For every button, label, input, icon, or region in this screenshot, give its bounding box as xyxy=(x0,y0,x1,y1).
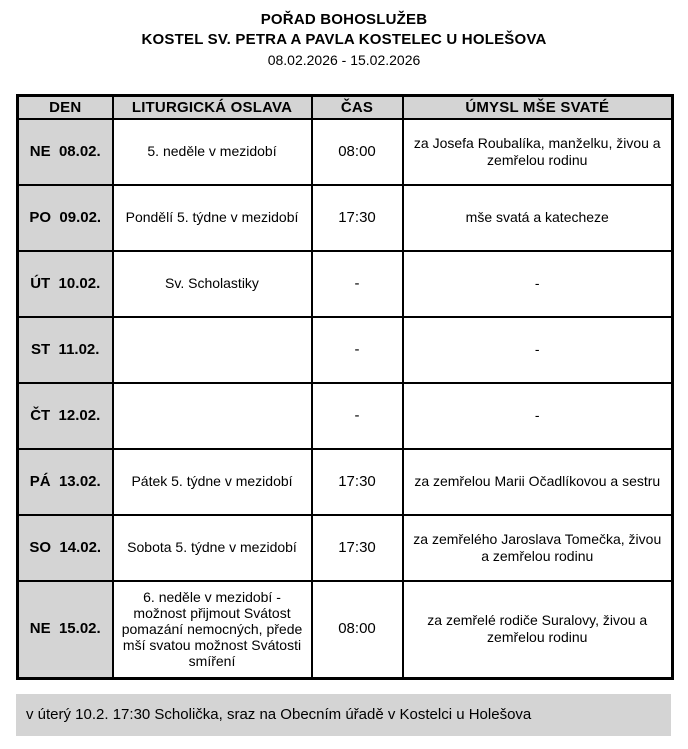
celebration-cell xyxy=(113,317,312,383)
celebration-cell xyxy=(113,383,312,449)
intention-cell: za zemřelou Marii Očadlíkovou a sestru xyxy=(403,449,673,515)
day-cell: SO 14.02. xyxy=(18,515,113,581)
time-cell: 17:30 xyxy=(312,449,403,515)
time-cell: 08:00 xyxy=(312,119,403,185)
page-title: POŘAD BOHOSLUŽEB xyxy=(260,11,428,28)
table-row xyxy=(18,251,673,317)
header-row xyxy=(18,96,673,120)
footer-note-text: v úterý 10.2. 17:30 Scholička, sraz na Obecním úřadě v Kostelci u Holešova xyxy=(26,706,532,723)
schedule-table xyxy=(16,94,674,680)
day-cell: PO 09.02. xyxy=(18,185,113,251)
column-header-oslava: LITURGICKÁ OSLAVA xyxy=(113,96,312,120)
celebration-cell: Sobota 5. týdne v mezidobí xyxy=(113,515,312,581)
date-range: 08.02.2026 - 15.02.2026 xyxy=(267,52,421,68)
table-row xyxy=(18,581,673,678)
time-cell: 17:30 xyxy=(312,185,403,251)
intention-cell: za Josefa Roubalíka, manželku, živou a zemřelou rodinu xyxy=(403,119,673,185)
document-header xyxy=(0,0,688,71)
intention-cell: za zemřelého Jaroslava Tomečka, živou a zemřelou rodinu xyxy=(403,515,673,581)
column-header-umysl: ÚMYSL MŠE SVATÉ xyxy=(403,96,673,120)
footer-note xyxy=(16,694,671,736)
time-cell: - xyxy=(312,383,403,449)
day-cell: ÚT 10.02. xyxy=(18,251,113,317)
celebration-cell: 5. neděle v mezidobí xyxy=(113,119,312,185)
table-row xyxy=(18,449,673,515)
celebration-cell: Pondělí 5. týdne v mezidobí xyxy=(113,185,312,251)
day-cell: ST 11.02. xyxy=(18,317,113,383)
time-cell: 08:00 xyxy=(312,581,403,678)
celebration-cell: Sv. Scholastiky xyxy=(113,251,312,317)
day-cell: ČT 12.02. xyxy=(18,383,113,449)
table-row xyxy=(18,515,673,581)
column-header-den: DEN xyxy=(18,96,113,120)
intention-cell: - xyxy=(403,383,673,449)
celebration-cell: Pátek 5. týdne v mezidobí xyxy=(113,449,312,515)
day-cell: NE 15.02. xyxy=(18,581,113,678)
day-cell: PÁ 13.02. xyxy=(18,449,113,515)
table-row xyxy=(18,119,673,185)
intention-cell: - xyxy=(403,251,673,317)
table-row xyxy=(18,383,673,449)
day-cell: NE 08.02. xyxy=(18,119,113,185)
table-row xyxy=(18,185,673,251)
church-name: KOSTEL SV. PETRA A PAVLA KOSTELEC U HOLEŠOVA xyxy=(141,31,547,48)
column-header-cas: ČAS xyxy=(312,96,403,120)
time-cell: - xyxy=(312,317,403,383)
time-cell: - xyxy=(312,251,403,317)
table-row xyxy=(18,317,673,383)
intention-cell: - xyxy=(403,317,673,383)
intention-cell: za zemřelé rodiče Suralovy, živou a zemřelou rodinu xyxy=(403,581,673,678)
time-cell: 17:30 xyxy=(312,515,403,581)
celebration-cell: 6. neděle v mezidobí - možnost přijmout Svátost pomazání nemocných, přede mší svatou možnost Svátosti smíření xyxy=(113,581,312,678)
intention-cell: mše svatá a katecheze xyxy=(403,185,673,251)
